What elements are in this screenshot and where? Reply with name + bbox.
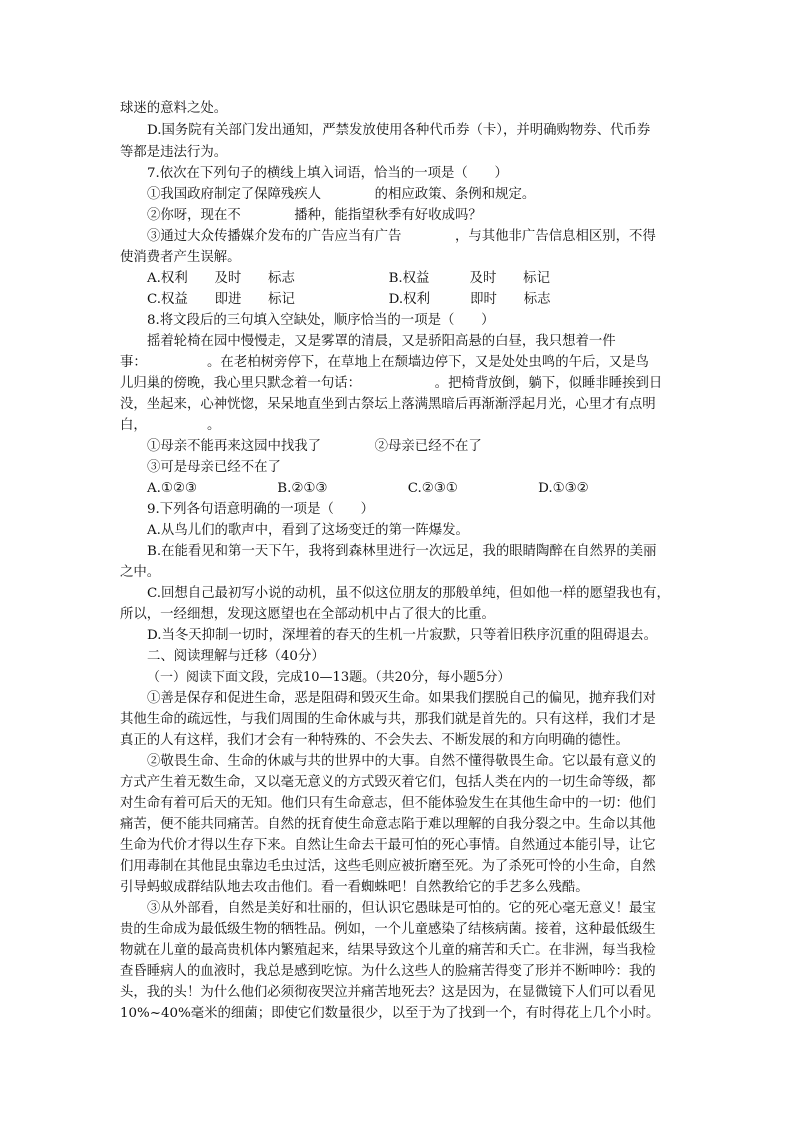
text-line: 球迷的意料之处。 (120, 101, 228, 116)
paragraph-line: 痛苦，便不能共同痛苦。自然的抚育使生命意志陷于难以理解的自我分裂之中。生命以其他 (120, 817, 656, 832)
question-9: 9.下列各句语意明确的一项是（ ） (147, 502, 375, 517)
text-line: 之中。 (120, 565, 161, 580)
paragraph-line: 真正的人有这样，我们才会有一种特殊的、不会失去、不断发展的和方向明确的德性。 (120, 733, 629, 748)
text-line: 使消费者产生误解。 (120, 250, 241, 265)
sentence-2: ②你呀，现在不 播种，能指望秋季有好收成吗？ (147, 208, 482, 223)
option-d-line: D.国务院有关部门发出通知，严禁发放使用各种代币券（卡），并明确购物券、代币券 (147, 123, 651, 138)
choice-line: ③可是母亲已经不在了 (147, 460, 281, 475)
option-b: B.在能看见和第一天下午，我将到森林里进行一次远足，我的眼睛陶醉在自然界的美丽 (147, 544, 657, 559)
option-d: D.当冬天抑制一切时，深埋着的春天的生机一片寂默，只等着旧秩序沉重的阻碍退去。 (147, 628, 657, 643)
option-c: C.回想自己最初写小说的动机，虽不似这位朋友的那般单纯，但如他一样的愿望我也有， (147, 586, 670, 601)
passage-line: 白， 。 (120, 418, 221, 433)
subsection-heading: （一）阅读下面文段，完成10—13题。（共20分，每小题5分） (147, 670, 511, 685)
paragraph-3: ③从外部看，自然是美好和壮丽的，但认识它愚昧是可怕的。它的死心毫无意义！最宝 (147, 901, 656, 916)
choice-line: ①母亲不能再来这园中找我了 ②母亲已经不在了 (147, 439, 482, 454)
paragraph-line: 方式产生着无数生命，又以毫无意义的方式毁灭着它们，包括人类在内的一切生命等级，都 (120, 775, 656, 790)
paragraph-line: 其他生命的疏远性，与我们周围的生命休戚与共，那我们就是首先的。只有这样，我们才是 (120, 712, 656, 727)
question-7: 7.依次在下列句子的横线上填入词语，恰当的一项是（ ） (147, 166, 508, 181)
text-line: 所以，一经细想，发现这愿望也在全部动机中占了很大的比重。 (120, 607, 495, 622)
passage-line: 没，坐起来，心神恍惚，呆呆地直坐到古祭坛上落满黑暗后再渐渐浮起月光，心里才有点明 (120, 397, 656, 412)
options-ab: A.权利 及时 标志 B.权益 及时 标记 (147, 271, 550, 286)
paragraph-2: ②敬畏生命、生命的休戚与共的世界中的大事。自然不懂得敬畏生命。它以最有意义的 (147, 754, 656, 769)
answer-options: A.①②③ B.②①③ C.②③① D.①③② (147, 481, 589, 496)
passage-line: 事： 。在老柏树旁停下，在草地上在颓墙边停下，又是处处虫鸣的午后，又是鸟 (120, 355, 649, 370)
passage-line: 摇着轮椅在园中慢慢走，又是雾罩的清晨，又是骄阳高悬的白昼，我只想着一件 (147, 334, 616, 349)
paragraph-line: 查昏睡病人的血液时，我总是感到吃惊。为什么这些人的脸痛苦得变了形并不断呻吟：我的 (120, 964, 656, 979)
section-heading: 二、阅读理解与迁移（40分） (147, 649, 325, 664)
paragraph-line: 引导蚂蚁成群结队地去攻击他们。看一看蜘蛛吧！自然教给它的手艺多么残酷。 (120, 880, 589, 895)
sentence-3: ③通过大众传播媒介发布的广告应当有广告 ，与其他非广告信息相区别，不得 (147, 229, 656, 244)
question-8: 8.将文段后的三句填入空缺处，顺序恰当的一项是（ ） (147, 313, 495, 328)
paragraph-line: 物就在儿童的最高贵机体内繁殖起来，结果导致这个儿童的痛苦和夭亡。在非洲，每当我检 (120, 943, 656, 958)
sentence-1: ①我国政府制定了保障残疾人 的相应政策、条例和规定。 (147, 187, 536, 202)
paragraph-1: ①善是保存和促进生命，恶是阻碍和毁灭生命。如果我们摆脱自己的偏见，抛弃我们对 (147, 691, 656, 706)
paragraph-line: 头，我的头！为什么他们必须彻夜哭泣并痛苦地死去？这是因为，在显微镜下人们可以看见 (120, 985, 656, 1000)
paragraph-line: 们用毒制在其他昆虫靠边毛虫过活，这些毛则应被折磨至死。为了杀死可怜的小生命，自然 (120, 859, 656, 874)
passage-line: 儿归巢的傍晚，我心里只默念着一句话： 。把椅背放倒，躺下，似睡非睡挨到日 (120, 376, 663, 391)
paragraph-line: 10%~40%毫米的细菌；即使它们数量很少，以至于为了找到一个，有时得花上几个小时。 (120, 1006, 660, 1021)
paragraph-line: 贵的生命成为最低级生物的牺牲品。例如，一个儿童感染了结核病菌。接着，这种最低级生 (120, 922, 656, 937)
paragraph-line: 对生命有着可后天的无知。他们只有生命意志，但不能体验发生在其他生命中的一切：他们 (120, 796, 656, 811)
paragraph-line: 生命为代价才得以生存下来。自然让生命去干最可怕的死心事情。自然通过本能引导，让它 (120, 838, 656, 853)
option-a: A.从鸟儿们的歌声中，看到了这场变迁的第一阵爆发。 (147, 523, 469, 538)
options-cd: C.权益 即进 标记 D.权利 即时 标志 (147, 292, 551, 307)
text-line: 等都是违法行为。 (120, 145, 228, 160)
